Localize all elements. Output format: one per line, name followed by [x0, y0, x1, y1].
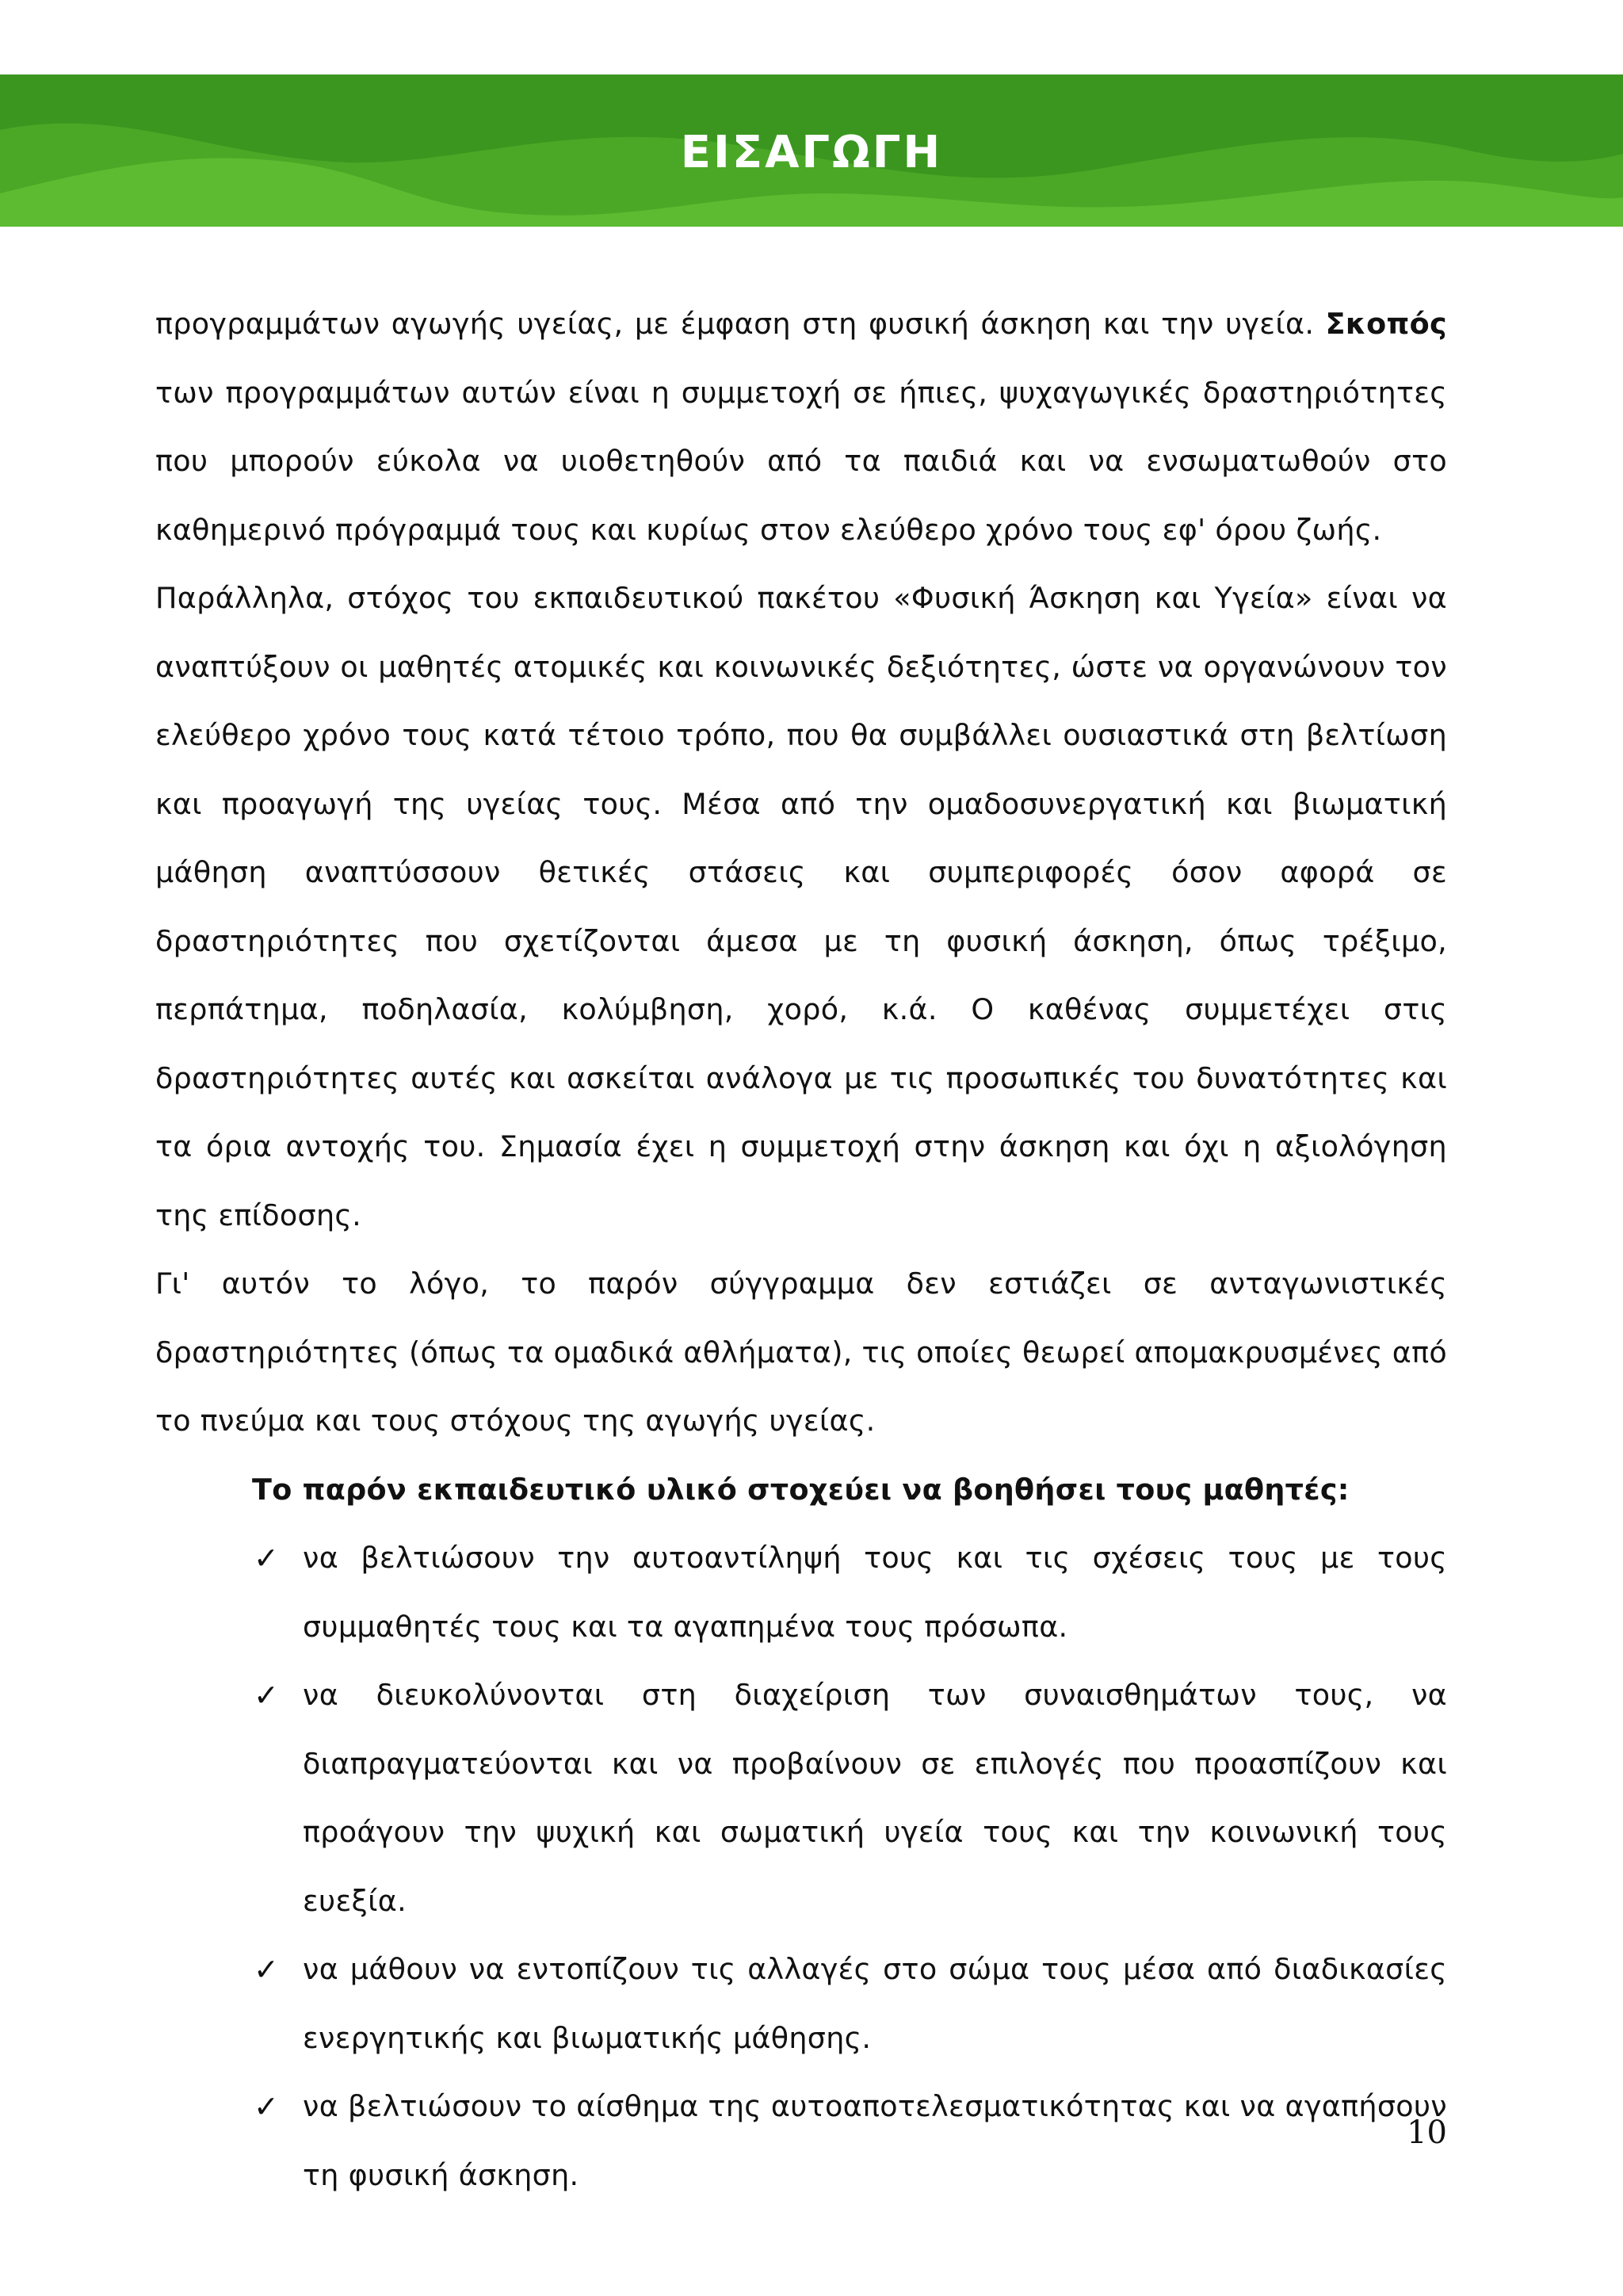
page-number: 10: [1407, 2115, 1447, 2151]
chapter-header-banner: [0, 74, 1623, 227]
goals-checklist: [155, 1524, 1447, 2210]
bold-term: Σκοπός: [1325, 307, 1447, 341]
list-item-text: να διευκολύνονται στη διαχείριση των συναισθημάτων τους, να διαπραγματεύονται και να προβαίνουν σε επιλογές που προασπίζουν και προάγουν την ψυχική και σωματική υγεία τους και την κοινωνική τους ευεξία.: [303, 1678, 1447, 1918]
paragraph-focus: Γι' αυτόν το λόγο, το παρόν σύγγραμμα δεν εστιάζει σε ανταγωνιστικές δραστηριότητες (όπως τα ομαδικά αθλήματα), τις οποίες θεωρεί απομακρυσμένες από το πνεύμα και τους στόχους της αγωγής υγείας.: [155, 1266, 1447, 1438]
paragraph-text: των προγραμμάτων αυτών είναι η συμμετοχή σε ήπιες, ψυχαγωγικές δραστηριότητες που μπορούν εύκολα να υιοθετηθούν από τα παιδιά και να ενσωματωθούν στο καθημερινό πρόγραμμά τους και κυρίως στον ελεύθερο χρόνο τους εφ' όρου ζωής.: [155, 375, 1447, 547]
list-item: [155, 1661, 1447, 1935]
paragraph-text: προγραμμάτων αγωγής υγείας, με έμφαση στη φυσική άσκηση και την υγεία.: [155, 307, 1315, 341]
checkmark-icon: ✓: [254, 1541, 280, 1576]
list-item: [155, 2073, 1447, 2210]
list-item-text: να βελτιώσουν το αίσθημα της αυτοαποτελεσματικότητας και να αγαπήσουν τη φυσική άσκηση.: [303, 2089, 1447, 2192]
list-item-text: να μάθουν να εντοπίζουν τις αλλαγές στο σώμα τους μέσα από διαδικασίες ενεργητικής και βιωματικής μάθησης.: [303, 1952, 1447, 2055]
checkmark-icon: ✓: [254, 1952, 280, 1987]
checkmark-icon: ✓: [254, 1678, 280, 1713]
paragraph-purpose: [155, 290, 1447, 564]
list-item: [155, 1935, 1447, 2073]
list-item-text: να βελτιώσουν την αυτοαντίληψή τους και τις σχέσεις τους με τους συμμαθητές τους και τα αγαπημένα τους πρόσωπα.: [303, 1541, 1447, 1644]
chapter-title: ΕΙΣΑΓΩΓΗ: [680, 126, 943, 178]
checkmark-icon: ✓: [254, 2089, 280, 2124]
list-intro-heading: Το παρόν εκπαιδευτικό υλικό στοχεύει να βοηθήσει τους μαθητές:: [252, 1472, 1350, 1507]
paragraph-goal: Παράλληλα, στόχος του εκπαιδευτικού πακέτου «Φυσική Άσκηση και Υγεία» είναι να αναπτύξουν οι μαθητές ατομικές και κοινωνικές δεξιότητες, ώστε να οργανώνουν τον ελεύθερο χρόνο τους κατά τέτοιο τρόπο, που θα συμβάλλει ουσιαστικά στη βελτίωση και προαγωγή της υγείας τους. Μέσα από την ομαδοσυνεργατική και βιωματική μάθηση αναπτύσσουν θετικές στάσεις και συμπεριφορές όσον αφορά σε δραστηριότητες που σχετίζονται άμεσα με τη φυσική άσκηση, όπως τρέξιμο, περπάτημα, ποδηλασία, κολύμβηση, χορό, κ.ά. Ο καθένας συμμετέχει στις δραστηριότητες αυτές και ασκείται ανάλογα με τις προσωπικές του δυνατότητες και τα όρια αντοχής του. Σημασία έχει η συμμετοχή στην άσκηση και όχι η αξιολόγηση της επίδοσης.: [155, 581, 1447, 1232]
document-body: [155, 290, 1447, 2210]
list-item: [155, 1524, 1447, 1661]
